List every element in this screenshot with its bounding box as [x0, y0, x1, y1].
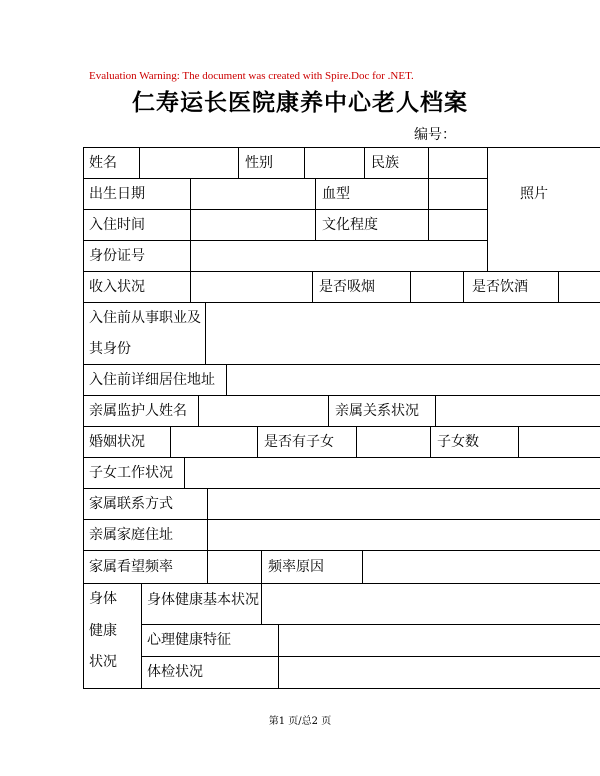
children-work-field[interactable]	[185, 458, 600, 488]
serial-number-label: 编号：	[414, 127, 456, 143]
frequency-reason-label: 频率原因	[268, 559, 324, 575]
row-line	[83, 271, 600, 272]
frequency-reason-field[interactable]	[363, 551, 600, 583]
ethnicity-field[interactable]	[429, 148, 487, 178]
checkup-label: 体检状况	[147, 664, 203, 680]
guardian-name-label: 亲属监护人姓名	[89, 403, 187, 419]
blood-type-field[interactable]	[429, 179, 487, 209]
admission-time-field[interactable]	[191, 210, 315, 240]
table-border-left	[83, 147, 84, 689]
evaluation-warning: Evaluation Warning: The document was created with Spire.Doc for .NET.	[89, 70, 414, 82]
children-count-label: 子女数	[437, 434, 479, 450]
occupation-label-line2: 其身份	[89, 341, 131, 357]
col-line	[430, 426, 431, 457]
family-address-label: 亲属家庭住址	[89, 527, 173, 543]
name-field[interactable]	[140, 148, 238, 178]
mental-health-field[interactable]	[279, 625, 600, 656]
body-health-label-line1: 身体	[89, 591, 117, 607]
occupation-field[interactable]	[206, 303, 600, 364]
id-number-field[interactable]	[191, 241, 487, 271]
family-contact-label: 家属联系方式	[89, 496, 173, 512]
col-line	[328, 395, 329, 426]
col-line	[238, 147, 239, 178]
has-children-label: 是否有子女	[264, 434, 334, 450]
family-address-field[interactable]	[208, 520, 600, 550]
page-footer: 第1 页/总2 页	[268, 716, 332, 727]
guardian-name-field[interactable]	[199, 396, 328, 426]
drinking-field[interactable]	[559, 272, 600, 302]
visit-frequency-label: 家属看望频率	[89, 559, 173, 575]
prior-address-field[interactable]	[227, 365, 600, 395]
col-line	[315, 178, 316, 240]
relationship-label: 亲属关系状况	[335, 403, 419, 419]
family-contact-field[interactable]	[208, 489, 600, 519]
visit-frequency-field[interactable]	[208, 551, 261, 583]
occupation-label-line1: 入住前从事职业及	[89, 310, 201, 326]
education-label: 文化程度	[322, 217, 378, 233]
col-line	[312, 271, 313, 302]
photo-label: 照片	[520, 186, 548, 202]
col-line	[141, 583, 142, 688]
physical-basic-field[interactable]	[262, 584, 600, 624]
gender-field[interactable]	[305, 148, 364, 178]
id-number-label: 身份证号	[89, 248, 145, 264]
admission-time-label: 入住时间	[89, 217, 145, 233]
children-work-label: 子女工作状况	[89, 465, 173, 481]
checkup-field[interactable]	[279, 657, 600, 688]
marital-field[interactable]	[171, 427, 257, 457]
income-field[interactable]	[191, 272, 312, 302]
blood-type-label: 血型	[322, 186, 350, 202]
relationship-field[interactable]	[436, 396, 600, 426]
gender-label: 性别	[245, 155, 273, 171]
birth-date-field[interactable]	[191, 179, 315, 209]
col-line	[261, 550, 262, 583]
birth-date-label: 出生日期	[89, 186, 145, 202]
col-line	[364, 147, 365, 178]
photo-area[interactable]	[488, 148, 600, 271]
mental-health-label: 心理健康特征	[147, 632, 231, 648]
col-line	[463, 271, 464, 302]
col-line	[257, 426, 258, 457]
ethnicity-label: 民族	[371, 155, 399, 171]
income-label: 收入状况	[89, 279, 145, 295]
education-field[interactable]	[429, 210, 487, 240]
drinking-label: 是否饮酒	[472, 279, 528, 295]
body-health-label-line2: 健康	[89, 623, 117, 639]
smoking-field[interactable]	[411, 272, 463, 302]
prior-address-label: 入住前详细居住地址	[89, 372, 215, 388]
smoking-label: 是否吸烟	[319, 279, 375, 295]
marital-label: 婚姻状况	[89, 434, 145, 450]
has-children-field[interactable]	[357, 427, 430, 457]
physical-basic-label: 身体健康基本状况	[147, 592, 259, 608]
name-label: 姓名	[89, 155, 117, 171]
body-health-label-line3: 状况	[89, 654, 117, 670]
children-count-field[interactable]	[519, 427, 600, 457]
table-border-bottom	[83, 688, 600, 689]
document-title: 仁寿运长医院康养中心老人档案	[132, 89, 468, 116]
